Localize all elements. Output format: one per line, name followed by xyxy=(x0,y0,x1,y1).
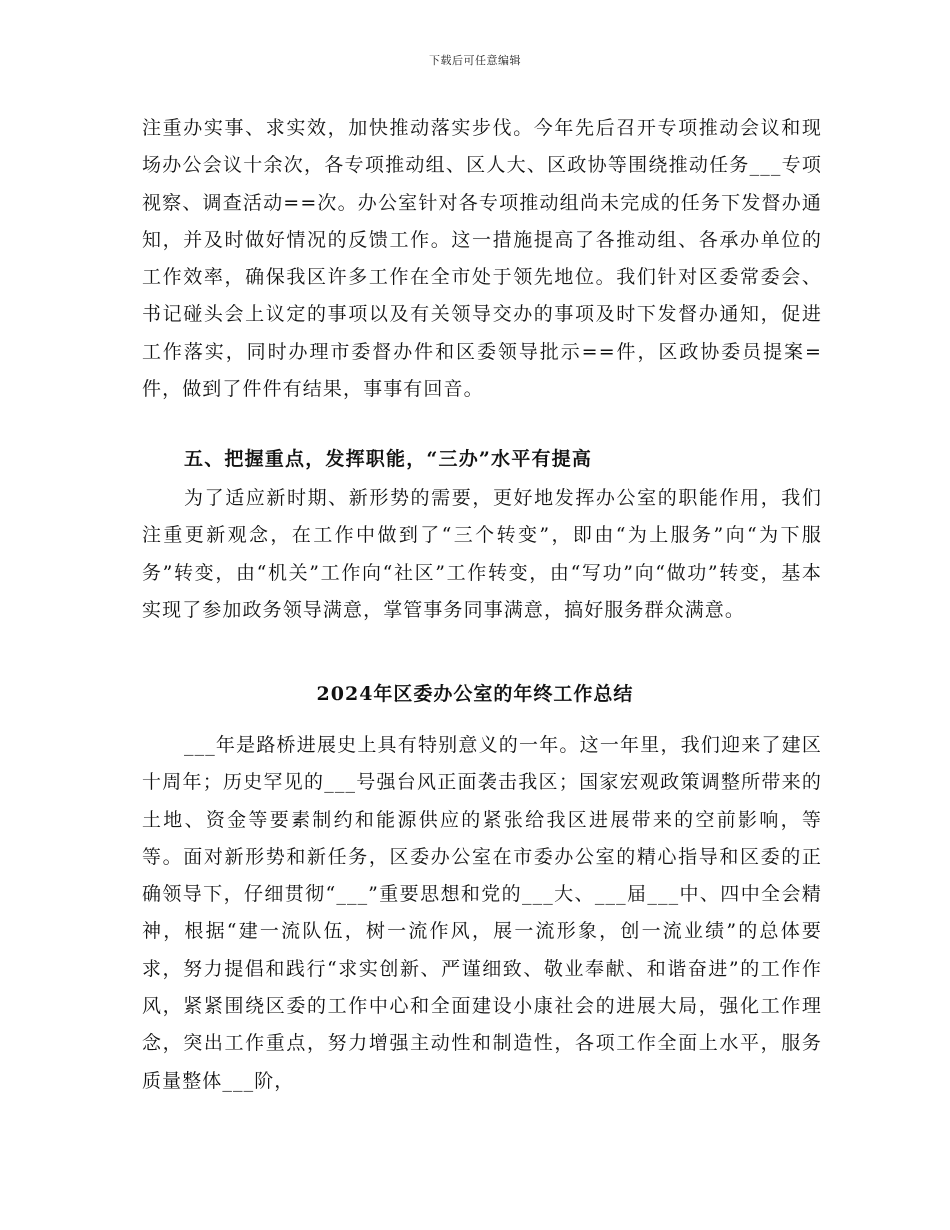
page-header-note: 下载后可任意编辑 xyxy=(429,54,521,67)
paragraph-three-offices: 为了适应新时期、新形势的需要，更好地发挥办公室的职能作用，我们注重更新观念，在工作中做到了“三个转变”，即由“为上服务”向“为下服务”转变，由“机关”工作向“社区”工作转变，由“写功”向“做功”转变，基本实现了参加政务领导满意，掌管事务同事满意，搞好服务群众满意。 xyxy=(142,487,822,621)
paragraph-intro: ___年是路桥进展史上具有特别意义的一年。这一年里，我们迎来了建区十周年；历史罕见的___号强台风正面袭击我区；国家宏观政策调整所带来的土地、资金等要素制约和能源供应的紧张给我区进展带来的空前影响，等等。面对新形势和新任务，区委办公室在市委办公室的精心指导和区委的正确领导下，仔细贯彻“___”重要思想和党的___大、___届___中、四中全会精神，根据“建一流队伍，树一流作风，展一流形象，创一流业绩”的总体要求，努力提倡和践行“求实创新、严谨细致、敬业奉献、和谐奋进”的工作作风，紧紧围绕区委的工作中心和全面建设小康社会的进展大局，强化工作理念，突出工作重点，努力增强主动性和制造性，各项工作全面上水平，服务质量整体___阶， xyxy=(142,734,822,1092)
paragraph-continued: 注重办实事、求实效，加快推动落实步伐。今年先后召开专项推动会议和现场办公会议十余次，各专项推动组、区人大、区政协等围绕推动任务___专项视察、调查活动==次。办公室针对各专项推动组尚未完成的任务下发督办通知，并及时做好情况的反馈工作。这一措施提高了各推动组、各承办单位的工作效率，确保我区许多工作在全市处于领先地位。我们针对区委常委会、书记碰头会上议定的事项以及有关领导交办的事项及时下发督办通知，促进工作落实，同时办理市委督办件和区委领导批示==件，区政协委员提案=件，做到了件件有结果，事事有回音。 xyxy=(142,117,822,401)
section-heading: 五、把握重点，发挥职能，“三办”水平有提高 xyxy=(184,448,593,470)
document-title: 2024年区委办公室的年终工作总结 xyxy=(316,683,634,705)
